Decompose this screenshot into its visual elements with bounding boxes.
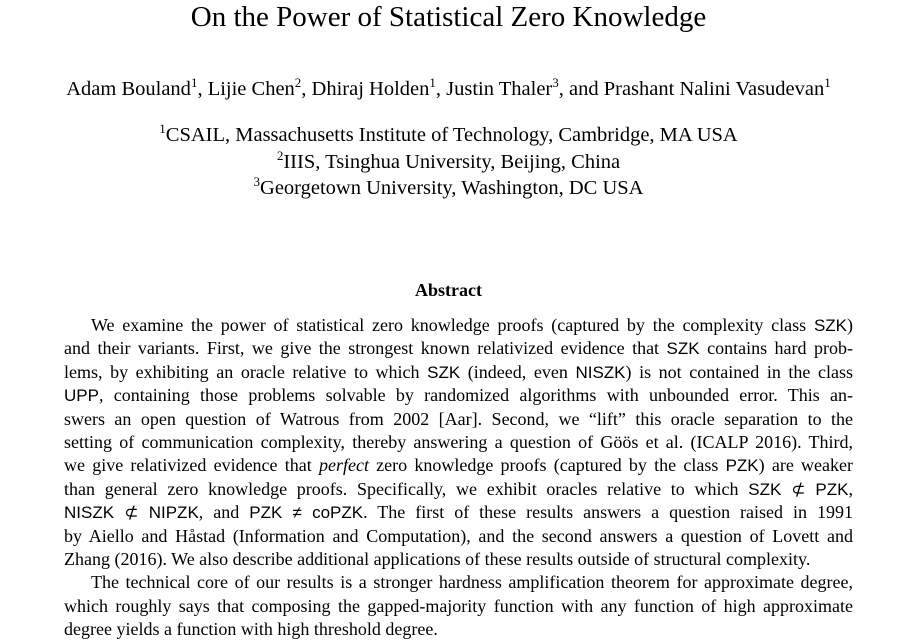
abstract-body xyxy=(64,314,853,642)
abstract-text: , xyxy=(848,478,853,499)
abstract-text: swers an open question of Watrous from 2002 [Aar]. Second, we “lift” this oracle separation to the xyxy=(64,408,853,429)
abstract-line xyxy=(64,337,853,360)
affiliation xyxy=(0,175,897,202)
abstract-text: ) xyxy=(847,315,853,335)
abstract-line xyxy=(64,408,853,431)
abstract-line xyxy=(64,361,853,384)
abstract-text: The technical core of our results is a stronger hardness amplification theorem for approximate degree, xyxy=(91,572,853,593)
affiliation-mark: 2 xyxy=(276,147,284,163)
emphasis-text: perfect xyxy=(318,455,369,476)
abstract-text: Zhang (2016). We also describe additional applications of these results outside of structural complexity. xyxy=(64,549,811,570)
complexity-class: SZK ⊄ PZK xyxy=(748,479,849,499)
abstract-text: (indeed, even xyxy=(460,361,576,382)
abstract-text: setting of communication complexity, thereby answering a question of Göös et al. (ICALP 2016). Third, xyxy=(64,432,853,453)
abstract-line xyxy=(64,384,853,407)
author-affiliation-mark: 2 xyxy=(294,75,302,90)
author-name: Adam Bouland xyxy=(66,78,191,100)
abstract-text: lems, by exhibiting an oracle relative to which xyxy=(64,361,428,382)
author-affiliation-mark: 3 xyxy=(552,75,559,90)
abstract-line xyxy=(64,525,853,548)
abstract-line xyxy=(64,548,853,571)
author-affiliation-mark: 1 xyxy=(824,75,831,90)
abstract-text: than general zero knowledge proofs. Specifically, we exhibit oracles relative to which xyxy=(64,478,749,499)
abstract-line xyxy=(64,618,853,641)
affiliation-text: CSAIL, Massachusetts Institute of Technology, Cambridge, MA USA xyxy=(165,124,738,146)
complexity-class: SZK xyxy=(666,339,700,359)
complexity-class: PZK xyxy=(725,456,759,476)
abstract-line xyxy=(64,314,853,337)
affiliation-text: IIIS, Tsinghua University, Beijing, China xyxy=(283,150,621,173)
author-affiliation-mark: 1 xyxy=(190,75,198,90)
abstract-text: by Aiello and Håstad (Information and Computation), and the second answers a question of Lovett and xyxy=(64,525,853,546)
affiliation-mark: 3 xyxy=(253,174,261,189)
abstract-line xyxy=(64,501,853,524)
abstract-text: and their variants. First, we give the strongest known relativized evidence that xyxy=(64,338,667,359)
abstract-line xyxy=(64,571,853,594)
affiliation xyxy=(0,122,897,149)
abstract-text: degree yields a function with high threshold degree. xyxy=(64,619,438,640)
affiliation-text: Georgetown University, Washington, DC USA xyxy=(260,177,644,199)
abstract-text: ) is not contained in the class xyxy=(625,361,854,382)
author-name: Prashant Nalini Vasudevan xyxy=(603,78,825,100)
author-separator: , and xyxy=(558,78,604,100)
abstract-line xyxy=(64,454,853,477)
affiliation xyxy=(0,149,897,176)
author-name: Justin Thaler xyxy=(446,78,553,100)
complexity-class: SZK xyxy=(813,316,847,335)
author-separator: , xyxy=(435,78,447,100)
abstract-text: , containing those problems solvable by randomized algorithms with unbounded error. This an- xyxy=(98,385,853,406)
complexity-class: NISZK ⊄ NIPZK xyxy=(64,503,199,523)
abstract-text: ) are weaker xyxy=(758,455,853,476)
author-list xyxy=(0,76,897,102)
abstract-text: which roughly says that composing the gapped-majority function with any function of high approximate xyxy=(64,595,853,616)
complexity-class: SZK xyxy=(427,362,461,382)
affiliation-mark: 1 xyxy=(159,121,166,136)
abstract-line xyxy=(64,595,853,618)
author-name: Dhiraj Holden xyxy=(311,78,430,100)
abstract-text: contains hard prob- xyxy=(699,338,853,359)
complexity-class: NISZK xyxy=(575,362,626,382)
abstract-line xyxy=(64,478,853,501)
abstract-text: , and xyxy=(198,502,250,523)
author-separator: , xyxy=(197,78,208,100)
abstract-text: . The first of these results answers a question raised in 1991 xyxy=(363,502,853,523)
abstract-text: We examine the power of statistical zero knowledge proofs (captured by the complexity class xyxy=(91,315,814,335)
abstract-text: we give relativized evidence that xyxy=(64,455,319,476)
abstract-text: zero knowledge proofs (captured by the class xyxy=(368,455,726,476)
author-name: Lijie Chen xyxy=(207,78,295,100)
paper-title: On the Power of Statistical Zero Knowledge xyxy=(190,1,707,33)
complexity-class: PZK ≠ coPZK xyxy=(249,503,364,523)
complexity-class: UPP xyxy=(64,386,99,406)
author-affiliation-mark: 1 xyxy=(429,75,436,90)
abstract-line xyxy=(64,431,853,454)
author-separator: , xyxy=(301,78,312,100)
affiliation-list xyxy=(0,122,897,202)
abstract-heading: Abstract xyxy=(415,280,482,300)
